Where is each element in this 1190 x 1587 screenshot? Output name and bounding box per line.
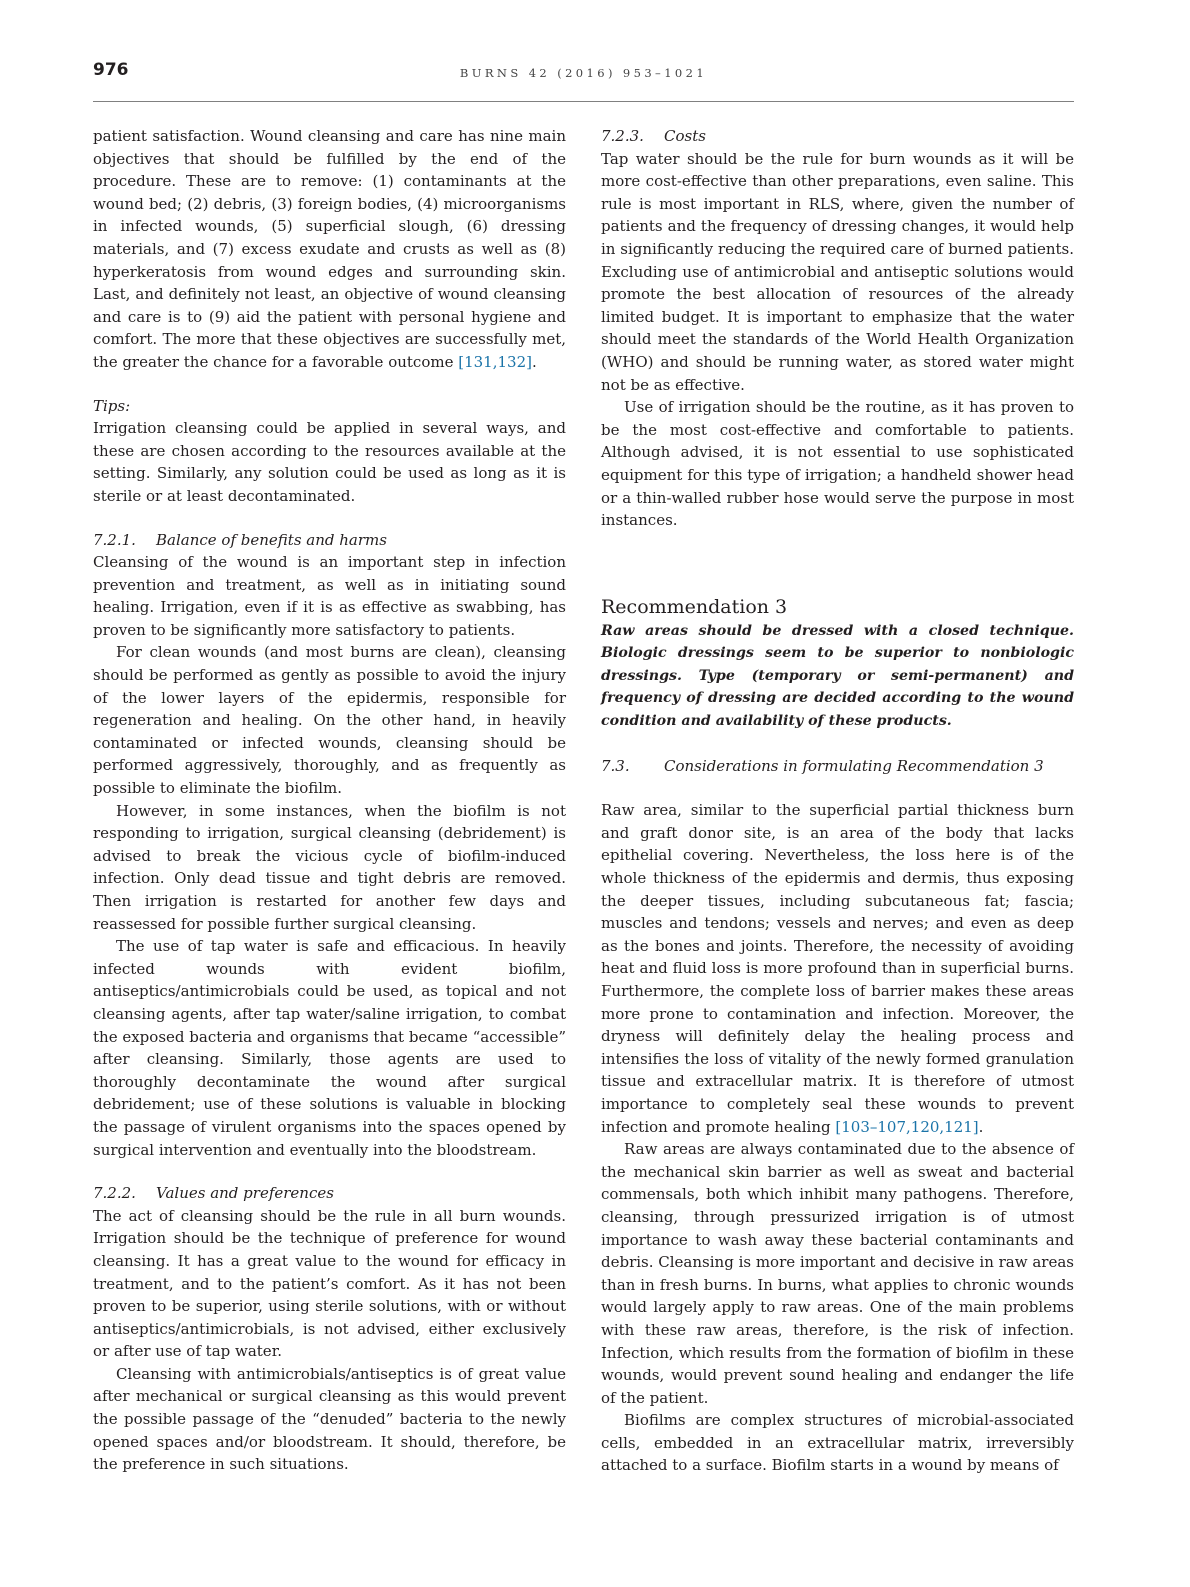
section-heading-7-3: 7.3. Considerations in formulating Recommendation 3 xyxy=(601,756,1044,775)
paragraph: Raw areas are always contaminated due to the absence of the mechanical skin barrier as well as sweat and bacterial commensals, both which inhibit many pathogens. Therefore, cleansing, through pressurized irrigation is of utmost importance to wash away these bacterial contaminants and debris. Cleansing is more important and decisive in raw areas than in fresh burns. In burns, what applies to chronic wounds would largely apply to raw areas. One of the main problems with these raw areas, therefore, is the risk of infection. Infection, which results from the formation of biofilm in these wounds, would prevent sound healing and endanger the life of the patient. xyxy=(601,1140,1074,1407)
left-column xyxy=(93,125,566,1476)
page-number: 976 xyxy=(93,60,129,80)
right-column xyxy=(601,125,1074,1477)
paragraph: However, in some instances, when the biofilm is not responding to irrigation, surgical cleansing (debridement) is advised to break the vicious cycle of biofilm-induced infection. Only dead tissue and tight debris are removed. Then irrigation is restarted for another few days and reassessed for possible further surgical cleansing. xyxy=(93,801,566,933)
tips-text: Irrigation cleansing could be applied in several ways, and these are chosen according to the resources available at the setting. Similarly, any solution could be used as long as it is sterile or at least decontaminated. xyxy=(93,419,566,505)
recommendation-text: Raw areas should be dressed with a closed technique. Biologic dressings seem to be superior to nonbiologic dressings. Type (temporary or semi-permanent) and frequency of dressing are decided according to the wound condition and availability of these products. xyxy=(601,622,1074,730)
paragraph: The use of tap water is safe and efficacious. In heavily infected wounds with evident biofilm, antiseptics/antimicrobials could be used, as topical and not cleansing agents, after tap water/saline irrigation, to combat the exposed bacteria and organisms that became “accessible” after cleansing. Similarly, those agents are used to thoroughly decontaminate the wound after surgical debridement; use of these solutions is valuable in blocking the passage of virulent organisms into the spaces opened by surgical intervention and eventually into the bloodstream. xyxy=(93,937,566,1159)
paragraph: Biofilms are complex structures of microbial-associated cells, embedded in an extracellular matrix, irreversibly attached to a surface. Biofilm starts in a wound by means of xyxy=(601,1411,1074,1475)
running-header xyxy=(93,58,1074,102)
paragraph: Use of irrigation should be the routine, as it has proven to be the most cost-effective and comfortable to patients. Although advised, it is not essential to use sophisticated equipment for this type of irrigation; a handheld shower head or a thin-walled rubber hose would serve the purpose in most instances. xyxy=(601,398,1074,530)
paragraph: Cleansing with antimicrobials/antiseptics is of great value after mechanical or surgical cleansing as this would prevent the possible passage of the “denuded” bacteria to the newly opened spaces and/or bloodstream. It should, therefore, be the preference in such situations. xyxy=(93,1364,566,1474)
citation-link[interactable]: [131,132] xyxy=(458,352,532,371)
section-heading-7-2-1: 7.2.1. Balance of benefits and harms xyxy=(93,530,387,549)
paragraph: Cleansing of the wound is an important step in infection prevention and treatment, as well as in initiating sound healing. Irrigation, even if it is as effective as swabbing, has proven to be significantly more satisfactory to patients. xyxy=(93,553,566,639)
paragraph: The act of cleansing should be the rule in all burn wounds. Irrigation should be the technique of preference for wound cleansing. It has a great value to the wound for efficacy in treatment, and to the patient’s comfort. As it has not been proven to be superior, using sterile solutions, with or without antiseptics/antimicrobials, is not advised, either exclusively or after use of tap water. xyxy=(93,1206,566,1361)
tips-label: Tips: xyxy=(93,396,131,415)
paragraph: Raw area, similar to the superficial partial thickness burn and graft donor site, is an area of the body that lacks epithelial covering. Nevertheless, the loss here is of the whole thickness of the epidermis and dermis, thus exposing the deeper tissues, including subcutaneous fat; fascia; muscles and tendons; vessels and nerves; and even as deep as the bones and joints. Therefore, the necessity of avoiding heat and fluid loss is more profound than in superficial burns. Furthermore, the complete loss of barrier makes these areas more prone to contamination and infection. Moreover, the dryness will definitely delay the healing process and intensifies the loss of vitality of the newly formed granulation tissue and extracellular matrix. It is therefore of utmost importance to completely seal these wounds to prevent infection and promote healing [103–107,120,121]. xyxy=(601,801,1074,1136)
section-heading-7-2-2: 7.2.2. Values and preferences xyxy=(93,1184,334,1203)
paragraph: Tap water should be the rule for burn wounds as it will be more cost-effective than other preparations, even saline. This rule is most important in RLS, where, given the number of patients and the frequency of dressing changes, it would help in significantly reducing the required care of burned patients. Excluding use of antimicrobial and antiseptic solutions would promote the best allocation of resources of the already limited budget. It is important to emphasize that the water should meet the standards of the World Health Organization (WHO) and should be running water, as stored water might not be as effective. xyxy=(601,149,1074,394)
journal-citation: BURNS 42 (2016) 953–1021 xyxy=(459,66,708,80)
paragraph-objectives: patient satisfaction. Wound cleansing and care has nine main objectives that should be fulfilled by the end of the procedure. These are to remove: (1) contaminants at the wound bed; (2) debris, (3) foreign bodies, (4) microorganisms in infected wounds, (5) superficial slough, (6) dressing materials, and (7) excess exudate and crusts as well as (8) hyperkeratosis from wound edges and surrounding skin. Last, and definitely not least, an objective of wound cleansing and care is to (9) aid the patient with personal hygiene and comfort. The more that these objectives are successfully met, the greater the chance for a favorable outcome [131,132]. xyxy=(93,127,566,371)
recommendation-heading: Recommendation 3 xyxy=(601,595,788,618)
citation-link[interactable]: [103–107,120,121] xyxy=(835,1117,979,1136)
section-heading-7-2-3: 7.2.3. Costs xyxy=(601,127,706,145)
paragraph: For clean wounds (and most burns are clean), cleansing should be performed as gently as possible to avoid the injury of the lower layers of the epidermis, responsible for regeneration and healing. On the other hand, in heavily contaminated or infected wounds, cleansing should be performed aggressively, thoroughly, and as frequently as possible to eliminate the biofilm. xyxy=(93,643,566,798)
